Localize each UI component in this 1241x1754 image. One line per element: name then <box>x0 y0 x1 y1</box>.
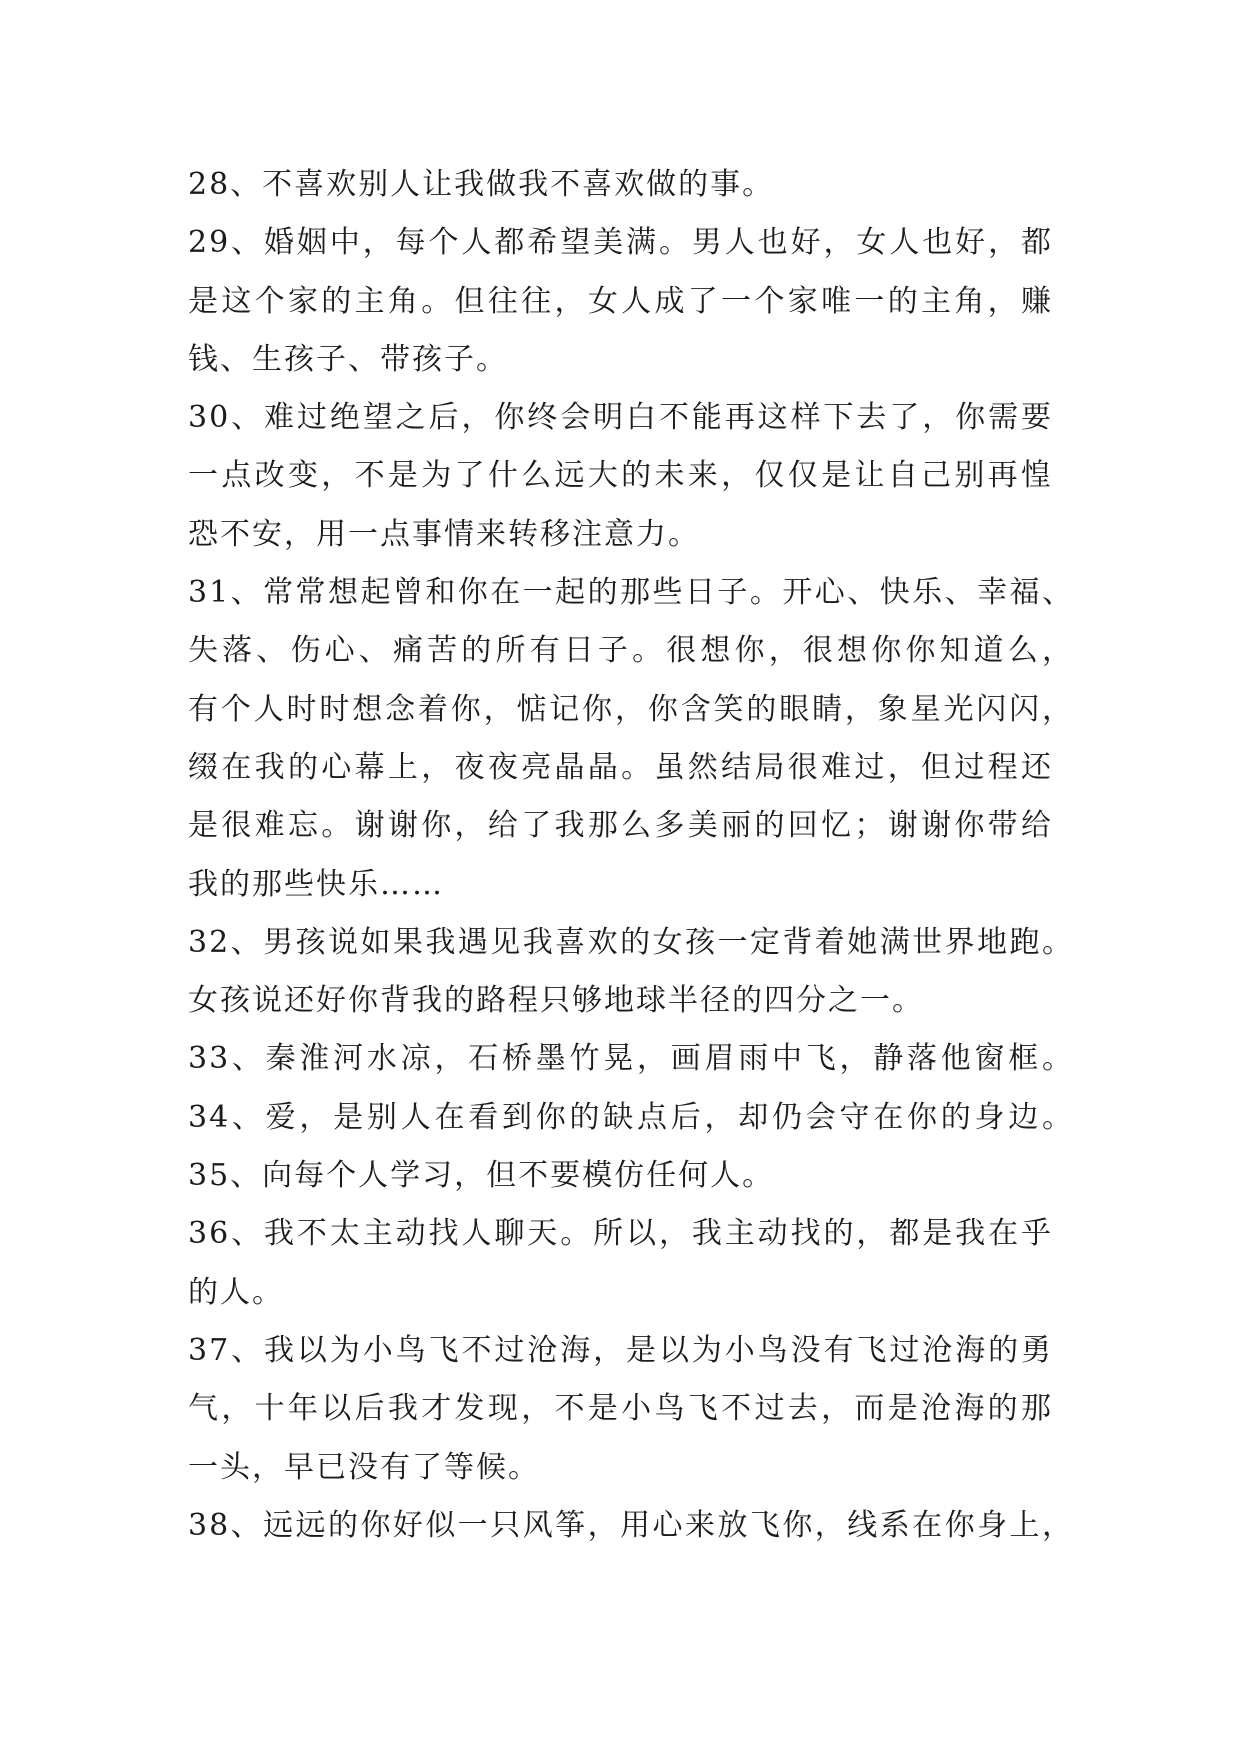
text-line: 是这个家的主角。但往往，女人成了一个家唯一的主角，赚 <box>188 283 1053 319</box>
list-item <box>188 1147 1074 1205</box>
text-line: 33、秦淮河水凉，石桥墨竹晃，画眉雨中飞，静落他窗框。 <box>188 1041 1074 1077</box>
list-item <box>188 389 1074 564</box>
text-line: 36、我不太主动找人聊天。所以，我主动找的，都是我在乎 <box>188 1216 1053 1252</box>
text-line: 是很难忘。谢谢你，给了我那么多美丽的回忆；谢谢你带给 <box>188 808 1053 844</box>
text-line: 32、男孩说如果我遇见我喜欢的女孩一定背着她满世界地跑。 <box>188 924 1074 960</box>
text-line: 34、爱，是别人在看到你的缺点后，却仍会守在你的身边。 <box>188 1099 1074 1135</box>
text-line: 缀在我的心幕上，夜夜亮晶晶。虽然结局很难过，但过程还 <box>188 749 1053 785</box>
text-line: 38、远远的你好似一只风筝，用心来放飞你，线系在你身上， <box>188 1507 1074 1543</box>
document-body <box>188 156 1074 1555</box>
list-item <box>188 1030 1074 1088</box>
list-item <box>188 564 1074 914</box>
text-line: 30、难过绝望之后，你终会明白不能再这样下去了，你需要 <box>188 400 1053 436</box>
text-line: 失落、伤心、痛苦的所有日子。很想你，很想你你知道么， <box>188 633 1074 669</box>
text-line: 一头，早已没有了等候。 <box>188 1449 540 1485</box>
text-line: 女孩说还好你背我的路程只够地球半径的四分之一。 <box>188 983 924 1019</box>
text-line: 有个人时时想念着你，惦记你，你含笑的眼睛，象星光闪闪， <box>188 691 1074 727</box>
text-line: 29、婚姻中，每个人都希望美满。男人也好，女人也好，都 <box>188 225 1053 261</box>
list-item <box>188 156 1074 214</box>
text-line: 28、不喜欢别人让我做我不喜欢做的事。 <box>188 167 775 202</box>
text-line: 气，十年以后我才发现，不是小鸟飞不过去，而是沧海的那 <box>188 1391 1053 1427</box>
text-line: 恐不安，用一点事情来转移注意力。 <box>188 516 700 552</box>
list-item <box>188 1089 1074 1147</box>
list-item <box>188 914 1074 1031</box>
list-item <box>188 1205 1074 1322</box>
list-item <box>188 1497 1074 1555</box>
text-line: 钱、生孩子、带孩子。 <box>188 341 508 377</box>
text-line: 37、我以为小鸟飞不过沧海，是以为小鸟没有飞过沧海的勇 <box>188 1332 1053 1368</box>
list-item <box>188 214 1074 389</box>
list-item <box>188 1322 1074 1497</box>
text-line: 我的那些快乐…… <box>188 866 444 902</box>
text-line: 31、常常想起曾和你在一起的那些日子。开心、快乐、幸福、 <box>188 575 1074 611</box>
text-line: 35、向每个人学习，但不要模仿任何人。 <box>188 1158 775 1194</box>
text-line: 的人。 <box>188 1274 284 1310</box>
text-line: 一点改变，不是为了什么远大的未来，仅仅是让自己别再惶 <box>188 458 1053 494</box>
